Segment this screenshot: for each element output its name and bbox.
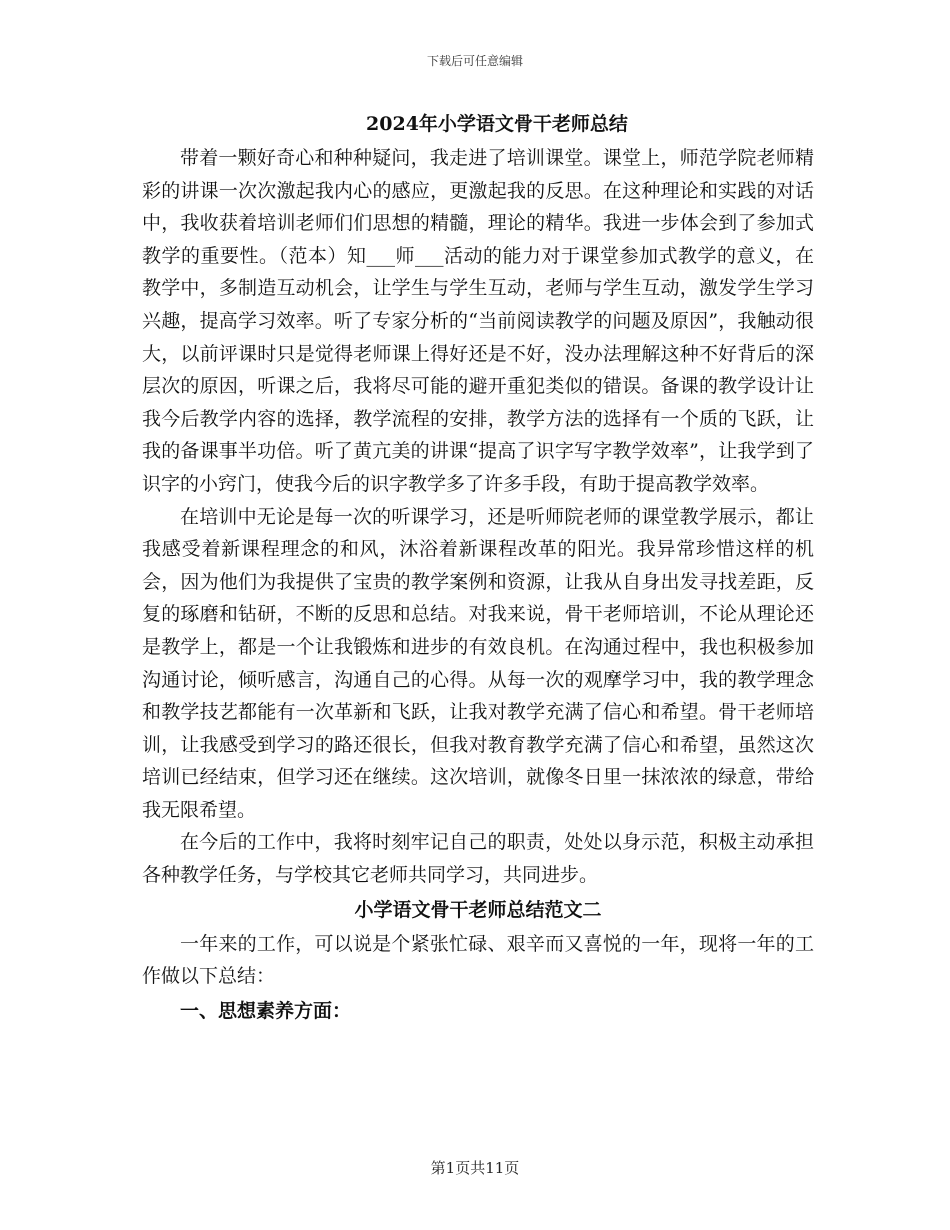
section-title-2: 小学语文骨干老师总结范文二 [354,898,602,921]
page-number: 第1页共11页 [430,1159,520,1177]
document-body [142,106,814,1029]
paragraph-2: 在培训中无论是每一次的听课学习，还是听师院老师的课堂教学展示，都让我感受着新课程理念的和风，沐浴着新课程改革的阳光。我异常珍惜这样的机会，因为他们为我提供了宝贵的教学案例和资源，让我从自身出发寻找差距，反复的琢磨和钻研，不断的反思和总结。对我来说，骨干老师培训，不论从理论还是教学上，都是一个让我锻炼和进步的有效良机。在沟通过程中，我也积极参加沟通讨论，倾听感言，沟通自己的心得。从每一次的观摩学习中，我的教学理念和教学技艺都能有一次革新和飞跃，让我对教学充满了信心和希望。骨干老师培训，让我感受到学习的路还很长，但我对教育教学充满了信心和希望，虽然这次培训已经结束，但学习还在继续。这次培训，就像冬日里一抹浓浓的绿意，带给我无限希望。 [142,505,814,821]
document-title: 2024年小学语文骨干老师总结 [366,113,628,135]
paragraph-1: 带着一颗好奇心和种种疑问，我走进了培训课堂。课堂上，师范学院老师精彩的讲课一次次激起我内心的感应，更激起我的反思。在这种理论和实践的对话中，我收获着培训老师们们思想的精髓，理论的精华。我进一步体会到了参加式教学的重要性。（范本）知___师___活动的能力对于课堂参加式教学的意义，在教学中，多制造互动机会，让学生与学生互动，老师与学生互动，激发学生学习兴趣，提高学习效率。听了专家分析的“当前阅读教学的问题及原因”，我触动很大，以前评课时只是觉得老师课上得好还是不好，没办法理解这种不好背后的深层次的原因，听课之后，我将尽可能的避开重犯类似的错误。备课的教学设计让我今后教学内容的选择，教学流程的安排，教学方法的选择有一个质的飞跃，让我的备课事半功倍。听了黄亢美的讲课“提高了识字写字教学效率”，让我学到了识字的小窍门，使我今后的识字教学多了许多手段，有助于提高教学效率。 [142,147,814,495]
section-heading-1: 一、思想素养方面： [180,999,352,1022]
intro-paragraph: 一年来的工作，可以说是个紧张忙碌、艰辛而又喜悦的一年，现将一年的工作做以下总结： [142,932,814,988]
page-header-note: 下载后可任意编辑 [426,54,523,68]
paragraph-3: 在今后的工作中，我将时刻牢记自己的职责，处处以身示范，积极主动承担各种教学任务，与学校其它老师共同学习，共同进步。 [142,831,814,887]
